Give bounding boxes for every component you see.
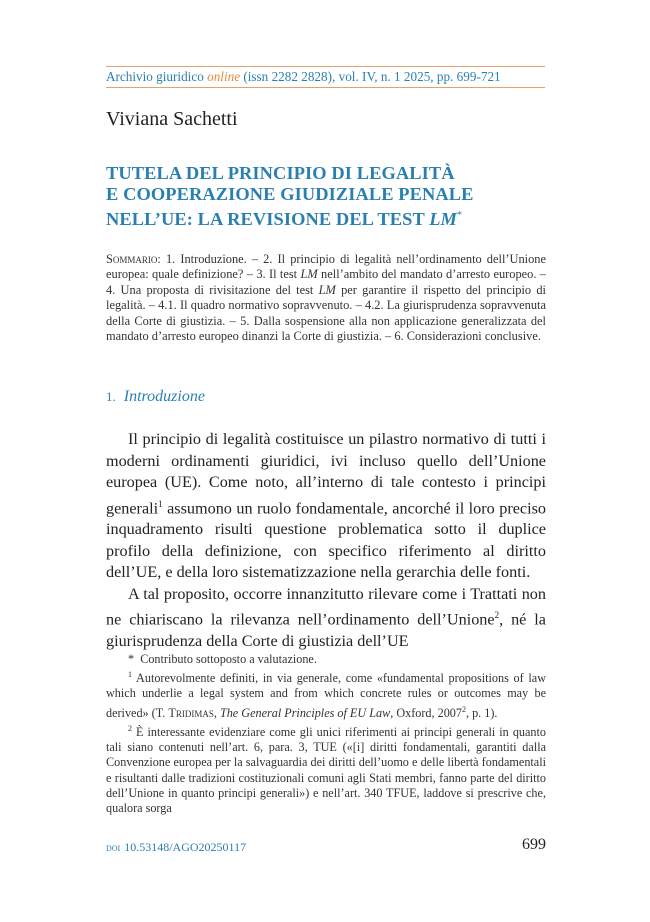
- footnote-1: [106, 667, 546, 721]
- journal-citation: [106, 69, 545, 85]
- footnotes: [106, 652, 546, 816]
- paragraph-1-text-b: assumono un ruolo fondamentale, ancorché il loro preciso inquadramento risulti questione problematica sotto il duplice profilo della definizione, con specifico riferimento al diritto dell’UE, e della loro sistematizzazione nella gerarchia delle fonti.: [106, 498, 546, 582]
- journal-suffix: (issn 2282 2828), vol. IV, n. 1 2025, pp. 699-721: [240, 69, 501, 84]
- title-lm: LM: [429, 209, 457, 230]
- footnote-1-comma: ,: [213, 705, 220, 720]
- footnote-1-text-b: , Oxford, 2007: [390, 705, 462, 720]
- paragraph-1: [106, 429, 546, 584]
- summary-part-3: per garantire il rispetto del principio di legalità. – 4.1. Il quadro normativo sopravvenuto. – 4.2. La giurisprudenza sopravvenuta della Corte di giustizia. – 5. Dalla sospensione alla non applicazione generalizzata del mandato d’arresto europeo dinanzi la Corte di giustizia. – 6. Considerazioni conclusive.: [106, 282, 546, 344]
- section-heading: [106, 388, 205, 406]
- footnote-2: [106, 721, 546, 816]
- footnote-ref-1: 1: [158, 498, 163, 509]
- title-line-3: [106, 205, 546, 230]
- doi-label: doi: [106, 842, 121, 854]
- footnote-1-author: Tridimas: [168, 705, 214, 720]
- summary: [106, 252, 546, 344]
- footnote-2-text: È interessante evidenziare come gli unici riferimenti ai principi generali in quanto tali siano contenuti nell’art. 6, para. 3, TUE («[i] diritti fondamentali, garantiti dalla Convenzione europea per la salvaguardia dei diritti dell’uomo e delle libertà fondamentali e risultanti dalle tradizioni costituzionali comuni agli Stati membri, fanno parte del diritto dell’Unione in quanto principi generali») e nell’art. 340 TFUE, laddove si prescrive che, qualora sorga: [106, 725, 546, 816]
- footnote-ref-2: 2: [494, 610, 500, 621]
- section-name: Introduzione: [123, 388, 205, 405]
- header-top-rule: [106, 66, 545, 67]
- summary-part-1: 1. Introduzione. – 2. Il principio di legalità nell’ordinamento dell’Unione europea: quale definizione? – 3. Il test: [106, 252, 546, 282]
- footnote-2-mark: 2: [128, 723, 132, 733]
- doi: [106, 840, 246, 855]
- title-line-1: TUTELA DEL PRINCIPIO DI LEGALITÀ: [106, 163, 455, 183]
- summary-lm-2: LM: [318, 282, 336, 297]
- summary-label: Sommario: [106, 252, 158, 266]
- summary-lm-1: LM: [300, 267, 318, 282]
- paragraph-2: [106, 584, 546, 653]
- header-bottom-rule: [106, 87, 545, 88]
- summary-part-2: nell’ambito del mandato d’arresto europeo. – 4. Una proposta di rivisitazione del test: [106, 267, 546, 297]
- footnote-star-text: Contributo sottoposto a valutazione.: [140, 652, 317, 666]
- footnote-star: [106, 652, 546, 667]
- paragraph-2-text-b: , né la giurisprudenza della Corte di giustizia dell’UE: [106, 610, 546, 651]
- body-text: [106, 429, 546, 653]
- section-number: 1.: [106, 389, 116, 404]
- article-title: [106, 163, 546, 230]
- summary-colon: :: [157, 252, 166, 266]
- author-name: Viviana Sachetti: [106, 108, 238, 130]
- title-footnote-mark: *: [457, 210, 463, 221]
- title-line-2: E COOPERAZIONE GIUDIZIALE PENALE: [106, 184, 474, 204]
- page-number: 699: [522, 836, 546, 853]
- footnote-1-text-a: Autorevolmente definiti, in via generale, come «fundamental propositions of law which underlie a legal system and from which concrete rules or outcomes may be derived» (T.: [106, 671, 547, 720]
- footnote-star-mark: *: [128, 652, 135, 666]
- journal-online: online: [207, 69, 241, 84]
- paragraph-2-text-a: A tal proposito, occorre innanzitutto rilevare come i Trattati non ne chiariscano la rilevanza nell’ordinamento dell’Unione: [106, 584, 546, 629]
- footnote-1-mark: 1: [128, 670, 132, 680]
- footnote-1-text-c: , p. 1).: [465, 705, 498, 720]
- footnote-1-edition: 2: [461, 704, 466, 714]
- journal-prefix: Archivio giuridico: [106, 69, 208, 84]
- doi-value: 10.53148/AGO20250117: [124, 840, 247, 854]
- paragraph-1-text-a: Il principio di legalità costituisce un pilastro normativo di tutti i moderni ordinamenti giuridici, ivi incluso quello dell’Unione europea (UE). Come noto, all’interno di tale contesto i principi generali: [106, 430, 546, 517]
- title-line-3-prefix: NELL’UE: LA REVISIONE DEL TEST: [106, 209, 430, 230]
- footnote-1-book: The General Principles of EU Law: [219, 705, 391, 720]
